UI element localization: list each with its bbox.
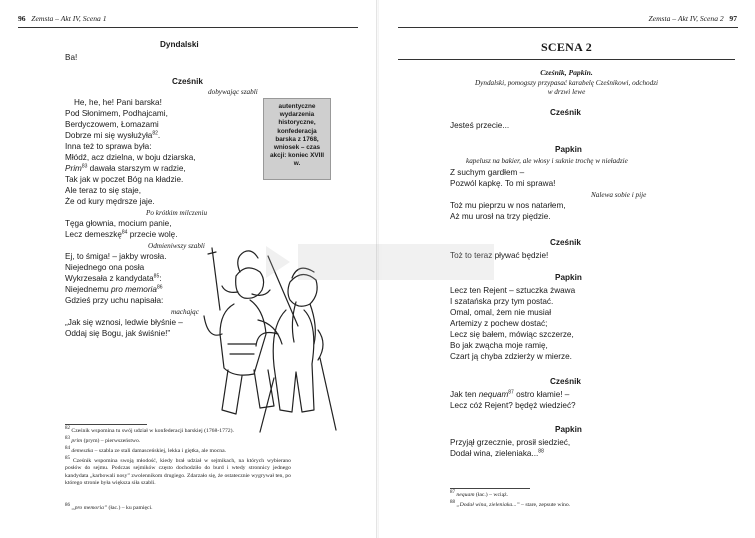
verse-line-prim: Prim$^{83}$ dawała starszym w radzie, [65, 163, 186, 173]
verse-line: I szatańska przy tym postać. [450, 297, 554, 306]
verse-line: Lecz ten Rejent – sztuczka żwawa [450, 286, 576, 295]
footnote-ref-84[interactable]: 84 [121, 229, 128, 236]
left-running-header [18, 14, 107, 23]
footnote-ref-86[interactable]: 86 [156, 284, 163, 291]
annotation-sidebox: autentyczne wydarzenia historyczne, konfederacja barska z 1768, wniosek – czas akcji: koniec XVIII w. [263, 98, 331, 180]
scene-title: SCENA 2 [540, 40, 593, 54]
footnote-82: $^{82}$ Cześnik wspomina tu swój udział w konfederacji barskiej (1768-1772). [65, 426, 234, 434]
speaker-czesnik: Cześnik [550, 238, 581, 247]
scene-cast: Cześnik, Papkin. [540, 68, 593, 77]
stage-direction-line-2: w drzwi lewe [547, 88, 586, 96]
verse-line: Jesteś przecie... [450, 121, 510, 130]
line-ba: Ba! [65, 53, 78, 62]
verse-line: Oddaj się Bogu, jak świśnie!” [65, 329, 171, 338]
verse-line: Artemizy z pochew dostać; [450, 319, 548, 328]
verse-line: Omal, omal, żem nie musiał [450, 308, 552, 317]
left-header-rule [18, 27, 358, 28]
footnote-86: $^{86}$ „pro memoria” (łac.) – ku pamięci. [65, 503, 153, 511]
verse-line: Lecz się bałem, mówiąc szczerze, [450, 330, 574, 339]
left-running-title: Zemsta – Akt IV, Scena 1 [31, 14, 107, 23]
verse-line-with-footnote: Dobrze mi się wysłużyła$^{82}$. [65, 130, 161, 140]
direction-kapelusz: kapelusz na bakier, ale włosy i suknie trochę w nieładzie [466, 157, 628, 165]
verse-line: Przyjął grzecznie, prosił siedzieć, [450, 438, 571, 447]
direction-nalewa: Nalewa sobie i pije [591, 191, 647, 199]
verse-line: Młódź, acz dzielna, w boju dziarska, [65, 153, 196, 162]
footnote-87: $^{87}$ nequam (łac.) – wciąż. [450, 490, 509, 498]
speaker-papkin: Papkin [555, 145, 582, 154]
verse-line: Bo jak zwącha moje ramię, [450, 341, 548, 350]
speaker-czesnik: Cześnik [172, 77, 203, 86]
footnote-84: $^{84}$ demeszka – szabla ze stali damasceńskiej, lekka i giętka, ale mocna. [65, 446, 227, 454]
verse-line: Tak jak w poczet Bóg na kładzie. [65, 175, 184, 184]
footnote-ref-82[interactable]: 82 [152, 130, 158, 137]
right-header-rule [398, 27, 738, 28]
verse-line: Ej, to śmiga! – jakby wrosła. [65, 252, 167, 261]
footnote-ref-88[interactable]: 88 [538, 448, 544, 455]
direction-milczeniu: Po krótkim milczeniu [146, 209, 208, 217]
verse-line: Tęga głownia, mocium panie, [65, 219, 172, 228]
left-page-number: 96 [18, 14, 26, 23]
verse-line: Pod Słonimem, Podhajcami, [65, 109, 168, 118]
verse-line-nequam: Jak ten nequam$^{87}$ ostro kłamie! – [450, 389, 570, 399]
watermark-symbol-icon [262, 236, 302, 288]
verse-line: Toż mu pieprzu w nos natarłem, [450, 201, 566, 210]
verse-line: Z suchym gardłem – [450, 168, 525, 177]
verse-line: Czart ją chyba zdzierży w mierze. [450, 352, 572, 361]
speaker-czesnik: Cześnik [550, 108, 581, 117]
scene-title-rule [398, 59, 735, 60]
verse-line: „Jak się wznosi, ledwie błyśnie – [65, 318, 183, 327]
direction-dobywajac: dobywając szabli [208, 88, 258, 96]
footnote-85: $^{85}$ Cześnik wspomina swoją młodość, kiedy brał udział w sejmikach, na których wybierano posłów do sejmu. Podczas sejmików często dochodziło do burd i wtedy stronnicy jednego kandydata „karbowali nosy” zwolennikom drugiego. Zdarzało się, że ostatecznie wygrywał ten, po którego stronie była większa siła szabli. [65, 456, 291, 487]
speaker-czesnik: Cześnik [550, 377, 581, 386]
footnote-83: $^{83}$ prim (prym) – pierwszeństwo. [65, 436, 141, 444]
verse-line: Berdyczowem, Łomazami [65, 120, 159, 129]
footnote-ref-87[interactable]: 87 [508, 389, 514, 396]
right-footnote-rule [450, 488, 530, 489]
right-page-number: 97 [729, 14, 737, 23]
verse-line: Toż to teraz pływać będzie! [450, 251, 549, 260]
speaker-dyndalski: Dyndalski [160, 40, 199, 49]
left-footnote-rule [65, 424, 147, 425]
verse-line: He, he, he! Pani barska! [74, 98, 162, 107]
right-running-header [648, 14, 737, 23]
verse-line: Ale teraz to się staje, [65, 186, 141, 195]
direction-machajac: machając [171, 308, 199, 316]
right-running-title: Zemsta – Akt IV, Scena 2 [648, 14, 724, 23]
direction-odmieniwszy: Odmieniwszy szabli [148, 242, 205, 250]
verse-line: Gdzieś przy uchu napisała: [65, 296, 164, 305]
speaker-papkin: Papkin [555, 425, 582, 434]
verse-line-zieleniaka: Dodał wina, zieleniaka...$^{88}$ [450, 448, 544, 458]
footnote-88: $^{88}$ „Dodał wina, zieleniaka...” – stare, zepsute wino. [450, 500, 571, 508]
speaker-papkin: Papkin [555, 273, 582, 282]
stage-direction-line-1: Dyndalski, pomogszy przypasać karabelę Cześnikowi, odchodzi [474, 79, 659, 87]
footnote-ref-83[interactable]: 83 [81, 163, 88, 170]
verse-line-demeszke: Lecz demeszkę$^{84}$ przecie wolę. [65, 229, 178, 239]
verse-line: Inna też to sprawa była: [65, 142, 152, 151]
watermark-logo [262, 236, 494, 288]
verse-line: Aż mu urosł na trzy piędzie. [450, 212, 551, 221]
footnote-ref-85[interactable]: 85 [153, 273, 160, 280]
verse-line: Że od kury mędrsze jaje. [65, 197, 155, 206]
verse-line: Niejednego ona posła [65, 263, 145, 272]
verse-line: Lecz cóż Rejent? będęż wiedzieć? [450, 401, 576, 410]
verse-line: Pozwól kapkę. To mi sprawa! [450, 179, 556, 188]
verse-line-wykrzesala: Wykrzesała z kandydata$^{85}$: [65, 273, 162, 283]
verse-line-memoria: Niejednemu pro memoria$^{86}$ [65, 284, 163, 294]
